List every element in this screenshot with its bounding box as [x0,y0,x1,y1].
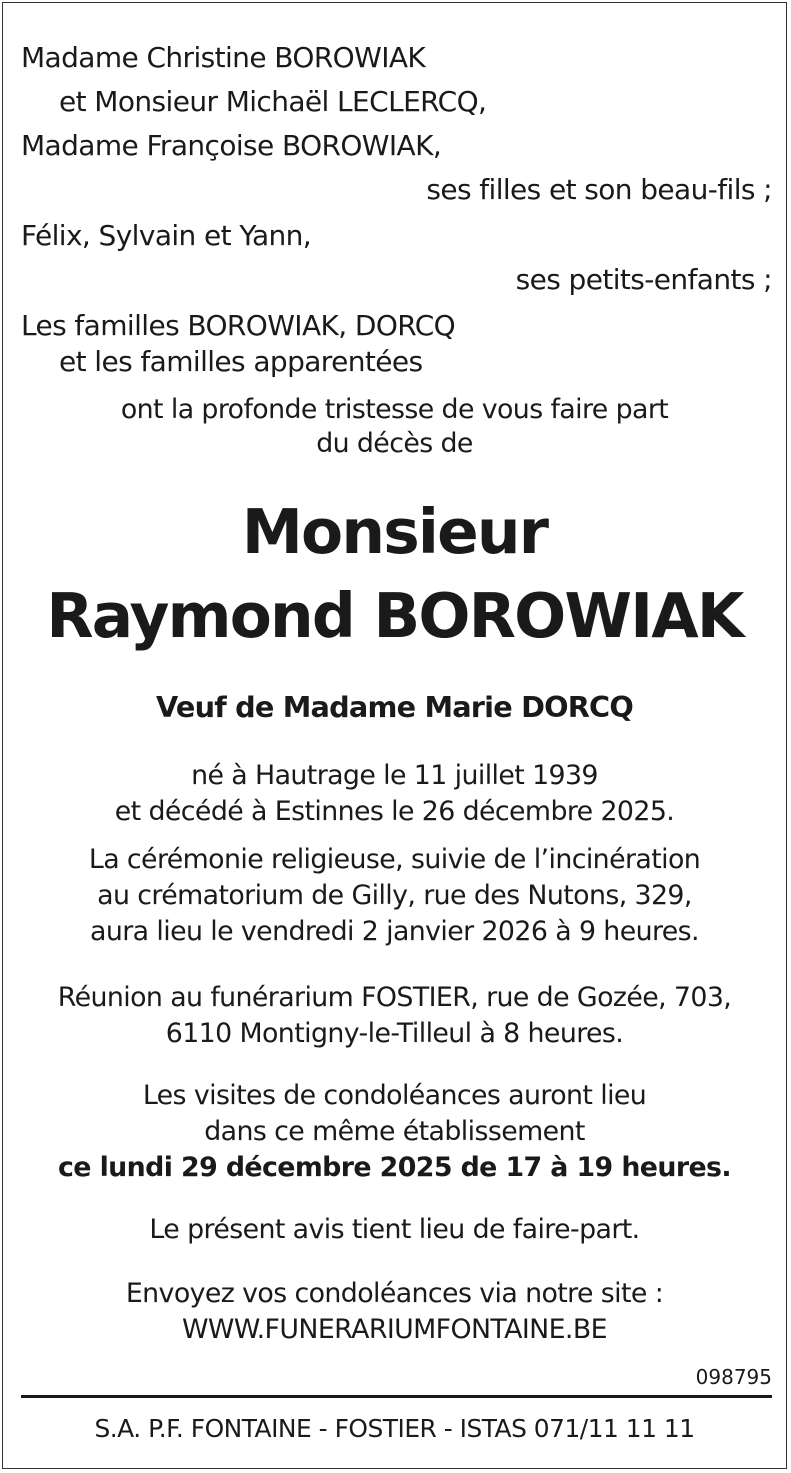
visits-schedule: ce lundi 29 décembre 2025 de 17 à 19 heures. [58,1152,731,1183]
footer-funeral-home: S.A. P.F. FONTAINE - FOSTIER - ISTAS 071/11 11 11 [94,1414,695,1443]
family-line-christine: Madame Christine BOROWIAK [21,41,426,74]
family-role-grandchildren: ses petits-enfants ; [515,263,772,296]
visits-line-2: dans ce même établissement [204,1116,585,1147]
deceased-name: Raymond BOROWIAK [46,581,743,652]
ceremony-line-1: La cérémonie religieuse, suivie de l’incinération [88,844,701,875]
family-role-daughters: ses filles et son beau-fils ; [426,173,772,206]
ceremony-line-3: aura lieu le vendredi 2 janvier 2026 à 9 heures. [90,916,699,947]
birth-info: né à Hautrage le 11 juillet 1939 [191,760,598,791]
family-line-grandchildren: Félix, Sylvain et Yann, [21,219,312,252]
visits-line-1: Les visites de condoléances auront lieu [142,1080,647,1111]
meeting-line-1: Réunion au funérarium FOSTIER, rue de Gozée, 703, [57,982,732,1013]
announcement-death-of: du décès de [316,428,473,459]
deceased-widower: Veuf de Madame Marie DORCQ [156,690,633,724]
family-line-francoise: Madame Françoise BOROWIAK, [21,129,442,162]
deceased-title: Monsieur [241,497,548,568]
obituary-notice [2,2,787,1469]
condolences-line: Envoyez vos condoléances via notre site : [125,1278,664,1309]
divider [21,1395,772,1398]
reference-number: 098795 [695,1365,772,1389]
ceremony-line-2: au crématorium de Gilly, rue des Nutons, 329, [97,880,692,911]
family-line-families: Les familles BOROWIAK, DORCQ [21,309,456,342]
family-line-related: et les familles apparentées [59,345,423,378]
family-line-michael: et Monsieur Michaël LECLERCQ, [59,85,487,118]
condolences-website: WWW.FUNERARIUMFONTAINE.BE [182,1314,607,1345]
meeting-line-2: 6110 Montigny-le-Tilleul à 8 heures. [165,1018,624,1049]
notice-statement: Le présent avis tient lieu de faire-part. [149,1214,640,1245]
death-info: et décédé à Estinnes le 26 décembre 2025. [114,796,675,827]
announcement-line: ont la profonde tristesse de vous faire part [120,394,669,425]
